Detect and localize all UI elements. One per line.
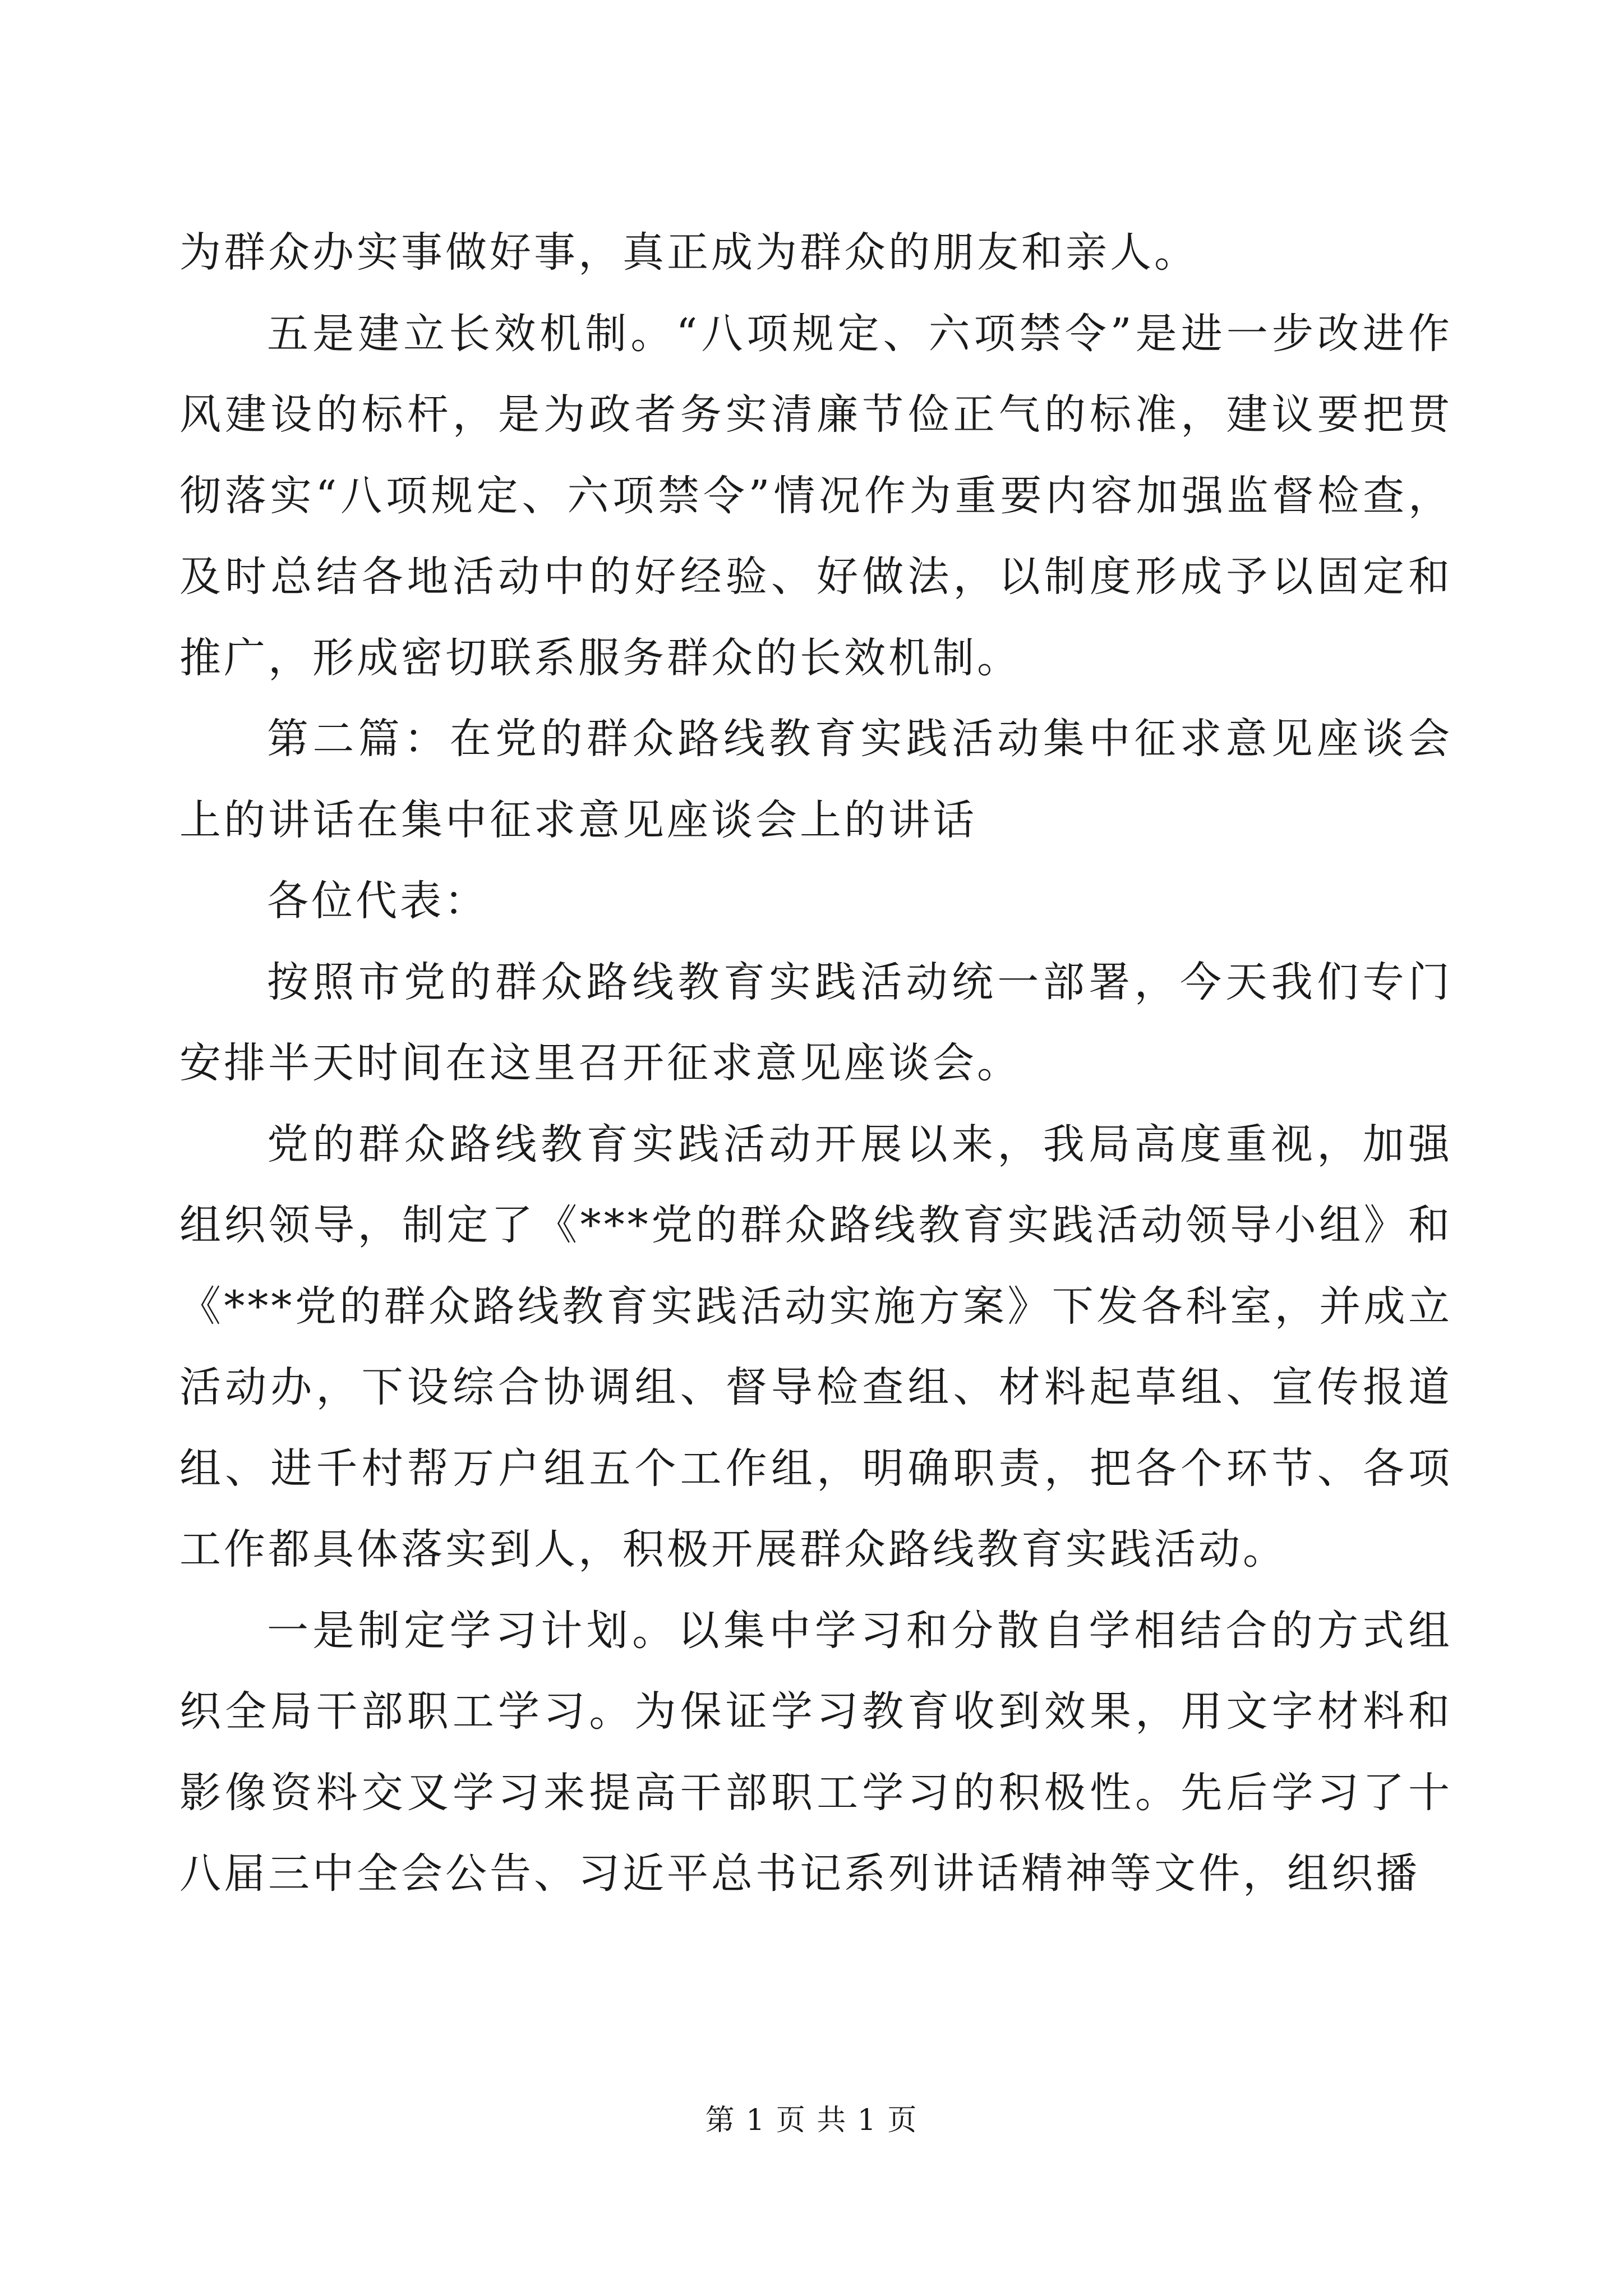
section-heading: 第二篇：在党的群众路线教育实践活动集中征求意见座谈会上的讲话在集中征求意见座谈会上的讲话 [179,715,1453,844]
document-body [179,212,1453,1915]
salutation: 各位代表： [267,877,488,925]
paragraph: 五是建立长效机制。“八项规定、六项禁令”是进一步改进作风建设的标杆，是为政者务实清廉节俭正气的标准，建议要把贯彻落实“八项规定、六项禁令”情况作为重要内容加强监督检查，及时总结各地活动中的好经验、好做法，以制度形成予以固定和推广，形成密切联系服务群众的长效机制。 [179,309,1453,682]
paragraph: 按照市党的群众路线教育实践活动统一部署，今天我们专门安排半天时间在这里召开征求意见座谈会。 [179,958,1453,1087]
paragraph: 党的群众路线教育实践活动开展以来，我局高度重视，加强组织领导，制定了《***党的群众路线教育实践活动领导小组》和《***党的群众路线教育实践活动实施方案》下发各科室，并成立活动办，下设综合协调组、督导检查组、材料起草组、宣传报道组、进千村帮万户组五个工作组，明确职责，把各个环节、各项工作都具体落实到人，积极开展群众路线教育实践活动。 [179,1120,1453,1573]
paragraph: 为群众办实事做好事，真正成为群众的朋友和亲人。 [179,228,1198,277]
paragraph: 一是制定学习计划。以集中学习和分散自学相结合的方式组织全局干部职工学习。为保证学习教育收到效果，用文字材料和影像资料交叉学习来提高干部职工学习的积极性。先后学习了十八届三中全会公告、习近平总书记系列讲话精神等文件，组织播 [179,1606,1453,1898]
page-footer: 第 1 页 共 1 页 [705,2104,918,2137]
